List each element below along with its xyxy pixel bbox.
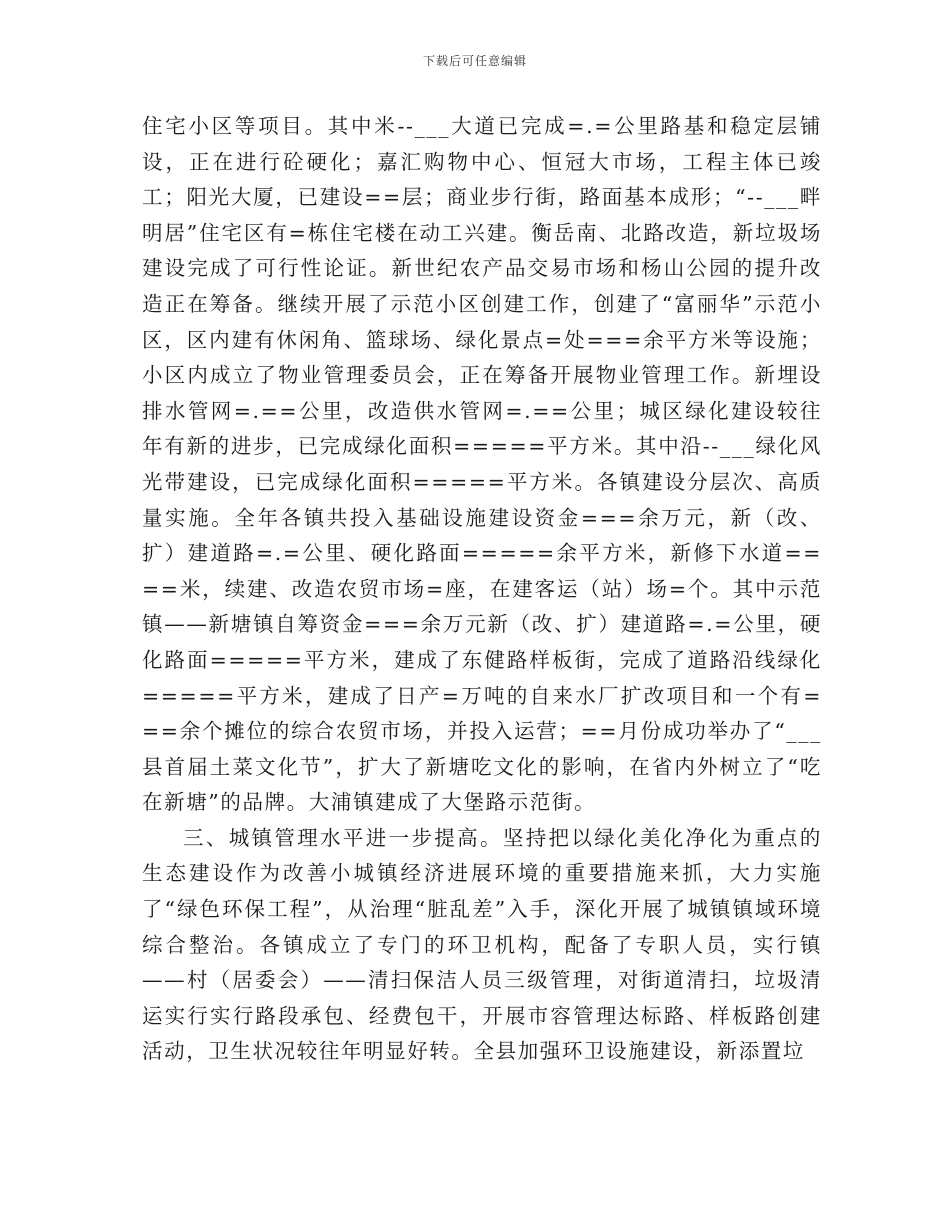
paragraph-construction-projects: 住宅小区等项目。其中米--___大道已完成=.=公里路基和稳定层铺设，正在进行砼硬化；嘉汇购物中心、恒冠大市场，工程主体已竣工；阳光大厦，已建设==层；商业步行街，路面基本成形；“--___畔明居”住宅区有=栋住宅楼在动工兴建。衡岳南、北路改造，新垃圾场建设完成了可行性论证。新世纪农产品交易市场和杨山公园的提升改造正在筹备。继续开展了示范小区创建工作，创建了“富丽华”示范小区，区内建有休闲角、篮球场、绿化景点=处===余平方米等设施；小区内成立了物业管理委员会，正在筹备开展物业管理工作。新埋设排水管网=.==公里，改造供水管网=.==公里；城区绿化建设较往年有新的进步，已完成绿化面积=====平方米。其中沿--___绿化风光带建设，已完成绿化面积=====平方米。各镇建设分层次、高质量实施。全年各镇共投入基础设施建设资金===余万元，新（改、扩）建道路=.=公里、硬化路面=====余平方米，新修下水道====米，续建、改造农贸市场=座，在建客运（站）场=个。其中示范镇——新塘镇自筹资金===余万元新（改、扩）建道路=.=公里，硬化路面=====平方米，建成了东健路样板街，完成了道路沿线绿化=====平方米，建成了日产=万吨的自来水厂扩改项目和一个有===余个摊位的综合农贸市场，并投入运营；==月份成功举办了“___县首届土菜文化节”，扩大了新塘吃文化的影响，在省内外树立了“吃在新塘”的品牌。大浦镇建成了大堡路示范街。 <box>142 114 822 815</box>
paragraph-urban-management: 三、城镇管理水平进一步提高。坚持把以绿化美化净化为重点的生态建设作为改善小城镇经济进展环境的重要措施来抓，大力实施了“绿色环保工程”，从治理“脏乱差”入手，深化开展了城镇镇域环境综合整治。各镇成立了专门的环卫机构，配备了专职人员，实行镇——村（居委会）——清扫保洁人员三级管理，对街道清扫，垃圾清运实行实行路段承包、经费包干，开展市容管理达标路、样板路创建活动，卫生状况较往年明显好转。全县加强环卫设施建设，新添置垃 <box>142 825 822 1064</box>
document-body <box>142 109 822 1070</box>
page-header: 下载后可任意编辑 <box>422 54 527 68</box>
